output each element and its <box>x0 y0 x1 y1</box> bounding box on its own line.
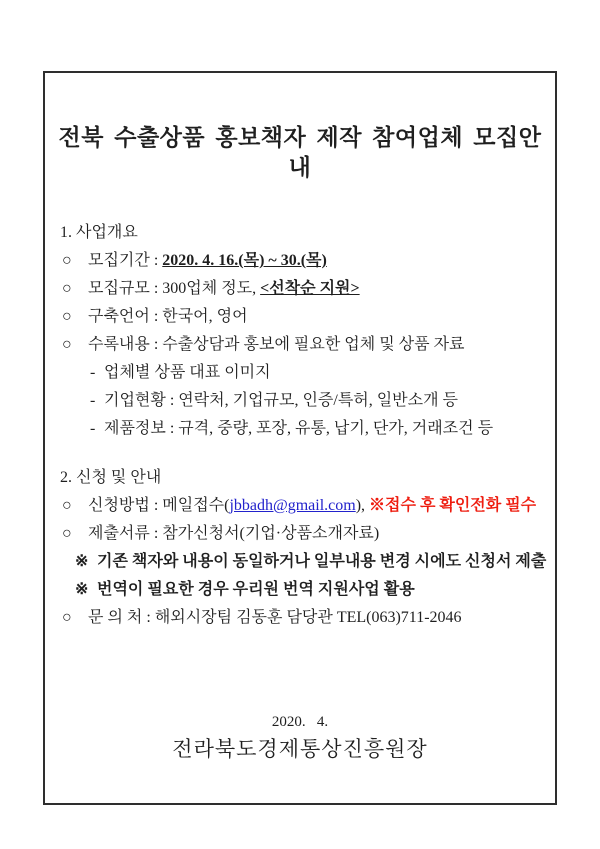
recruit-scale-prefix: 300업체 정도, <box>162 280 261 297</box>
note1-text: 기존 책자와 내용이 동일하거나 일부내용 변경 시에도 신청서 제출 <box>97 553 547 570</box>
recruit-scale-line <box>45 275 555 303</box>
footer-signer: 전라북도경제통상진흥원장 <box>172 737 428 761</box>
contact-text: 문 의 처 : 해외시장팀 김동훈 담당관 TEL(063)711-2046 <box>88 609 462 626</box>
contents-text: 수록내용 : 수출상담과 홍보에 필요한 업체 및 상품 자료 <box>88 336 465 353</box>
language-text: 구축언어 : 한국어, 영어 <box>88 308 248 325</box>
contents-sub-item <box>45 359 555 387</box>
note-line <box>45 548 555 576</box>
recruit-period-label: 모집기간 : <box>88 252 163 269</box>
apply-method-label: 신청방법 : <box>88 497 163 514</box>
dash-bullet-icon: - <box>90 364 96 381</box>
contents-sub-item <box>45 387 555 415</box>
submit-docs-line <box>45 520 555 548</box>
confirm-call-warning: ※접수 후 확인전화 필수 <box>369 497 537 514</box>
dash-bullet-icon: - <box>90 420 96 437</box>
sub1-text: 업체별 상품 대표 이미지 <box>104 364 271 381</box>
footer-date: 2020. 4. <box>271 714 329 730</box>
circle-bullet-icon: ○ <box>62 525 72 542</box>
apply-method-line <box>45 492 555 520</box>
document-title: 전북 수출상품 홍보책자 제작 참여업체 모집안내 <box>58 125 542 180</box>
section1-heading: 1. 사업개요 <box>60 224 138 241</box>
note2-text: 번역이 필요한 경우 우리원 번역 지원사업 활용 <box>97 581 415 598</box>
section2-heading: 2. 신청 및 안내 <box>60 469 162 486</box>
contents-line <box>45 331 555 359</box>
contact-line <box>45 604 555 632</box>
recruit-period-line <box>45 247 555 275</box>
document-border <box>43 71 557 805</box>
apply-method-prefix: 메일접수( <box>162 497 230 514</box>
email-link[interactable]: jbbadh@gmail.com <box>229 497 356 514</box>
note-line <box>45 576 555 604</box>
sub2-text: 기업현황 : 연락처, 기업규모, 인증/특허, 일반소개 등 <box>104 392 459 409</box>
recruit-scale-value: <선착순 지원> <box>260 280 360 297</box>
dash-bullet-icon: - <box>90 392 96 409</box>
circle-bullet-icon: ○ <box>62 252 72 269</box>
circle-bullet-icon: ○ <box>62 609 72 626</box>
circle-bullet-icon: ○ <box>62 308 72 325</box>
submit-docs-text: 제출서류 : 참가신청서(기업·상품소개자료) <box>88 525 380 542</box>
circle-bullet-icon: ○ <box>62 280 72 297</box>
circle-bullet-icon: ○ <box>62 336 72 353</box>
recruit-period-value: 2020. 4. 16.(목) ~ 30.(목) <box>162 252 327 269</box>
circle-bullet-icon: ○ <box>62 497 72 514</box>
apply-method-suffix: ), <box>355 497 370 514</box>
reference-mark-icon: ※ <box>75 581 89 598</box>
reference-mark-icon: ※ <box>75 553 89 570</box>
contents-sub-item <box>45 415 555 443</box>
sub3-text: 제품정보 : 규격, 중량, 포장, 유통, 납기, 단가, 거래조건 등 <box>104 420 494 437</box>
language-line <box>45 303 555 331</box>
recruit-scale-label: 모집규모 : <box>88 280 163 297</box>
